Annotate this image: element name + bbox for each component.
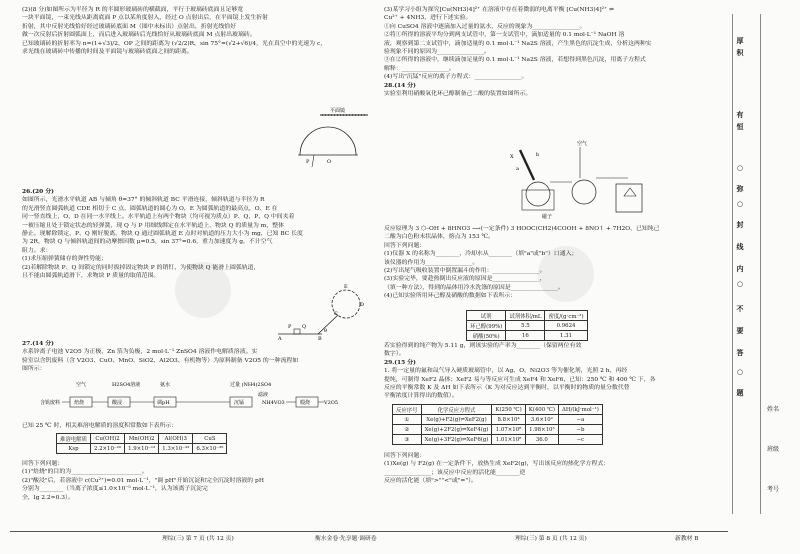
table-cell: 1.01×10⁸ — [492, 435, 525, 445]
q-text: (2)写出尾气吸收装置中倒置漏斗的作用：________________。 — [384, 268, 546, 275]
q-text: 提纯，可制得 XeF2 晶体；XeF2 易与等反应可生成 XeF4 和 XeF6，已知：250 ℃ 和 400 ℃ 下，各 — [384, 376, 656, 383]
flow-label: 滤液 — [258, 392, 269, 398]
q29-block-b — [384, 452, 724, 486]
table-cell: 2.2×10⁻²⁰ — [90, 444, 124, 454]
q-text: 同一竖直线上，O、D 在同一水平线上。水平轨道上有两个物块（均可视为质点）P、Q，P、Q 中间夹着 — [22, 214, 295, 221]
table-cell: K(250 ℃) — [492, 405, 525, 415]
flow-label: 氨水 — [160, 382, 171, 388]
q-text: 求光线在玻璃砖中传播的时间及平面镜与玻璃砖底面之间的距离。 — [22, 49, 193, 56]
table-row — [467, 311, 588, 321]
q-text: 静止。现解除锁定，P、Q 刚好脱离，物块 Q 通过圆弧轨道 E 点时对轨道的压力大小为 mg，已知 BC 长度 — [22, 231, 303, 238]
q-text: 分别为________（当离子浓度≤1.0×10⁻⁵ mol·L⁻¹，认为该离子沉淀完 — [22, 486, 208, 493]
binding-strip — [732, 14, 747, 514]
table-cell: −c — [558, 435, 602, 445]
flow-box-label: 煅烧 — [300, 400, 311, 406]
q28-heading: 28.(14 分) — [384, 81, 416, 89]
table-cell: 5.5 — [506, 321, 545, 331]
label-q: Q — [302, 324, 307, 330]
binding-char: 题 — [736, 389, 744, 397]
circle-mark: ○ — [736, 200, 744, 208]
q-text: 1. 将一定量的氟和氙气导入硬质玻璃管中，以 Ag、O、Ni2O3 等为催化剂，光照 2 h，再经 — [384, 368, 628, 375]
q27-block-b — [22, 422, 362, 430]
q-text: ①向 CuSO4 溶液中逐滴加入过量的氨水，反应的现象为________________。 — [384, 23, 586, 30]
q-text: 全，lg 2.2≈0.3）。 — [22, 494, 74, 501]
semicircle-arc — [300, 127, 356, 155]
ksp-table — [56, 433, 227, 454]
point-o: O — [327, 159, 332, 165]
label-b: B — [318, 336, 322, 342]
table-cell: 化学反应方程式 — [421, 405, 492, 415]
table-cell: 16 — [506, 331, 545, 341]
table-cell: K(400 ℃) — [525, 405, 558, 415]
water-bath — [522, 190, 554, 210]
binding-char: 内 — [736, 265, 744, 273]
table-cell: ② — [393, 425, 422, 435]
flask-1 — [526, 182, 550, 206]
table-cell: Xe(g)+2F2(g)⇌XeF4(g) — [421, 425, 492, 435]
q26-block — [22, 188, 362, 280]
class-field-label: 班级 — [767, 446, 780, 453]
table-cell: ③ — [393, 435, 422, 445]
binding-char: 要 — [736, 327, 744, 335]
table-cell: Ksp — [57, 444, 91, 454]
reaction-equation: 反应原理为 3 ⬡–OH + 8HNO3 ⟶(一定条件) 3 HOOC(CH2)4COOH + 8NO↑ + 7H2O，已知纯己 — [384, 226, 660, 232]
q-text: (1)Xe(g) 与 F2(g) 在一定条件下，放热生成 XeF2(g)，写出该反应的热化学方程式： — [384, 461, 610, 468]
right-column — [384, 6, 724, 98]
footer-brand: 衡水金卷·先享题·调研卷 — [315, 536, 377, 542]
table-cell: 0.9624 — [545, 321, 587, 331]
q-text: (2)(8 分)如图所示为半径为 R 的半圆形玻璃砖的横截面，平行于玻璃砖底面且足够宽 — [22, 7, 244, 13]
table-cell: 3.6×10² — [525, 415, 558, 425]
left-column — [22, 6, 362, 56]
funnel — [624, 188, 636, 196]
q-text: 二酸为白色粉末状晶体，熔点为 153 ℃。 — [384, 234, 494, 241]
binding-char: 线 — [736, 243, 744, 251]
condenser — [520, 150, 534, 180]
q-text: 解释：________________。 — [384, 65, 455, 72]
table-cell: 1.9×10⁻¹³ — [125, 444, 159, 454]
flow-label: H2SO4溶液 — [112, 382, 141, 388]
table-cell: 难溶电解质 — [57, 434, 91, 444]
table-cell: 环己醇(99%) — [467, 321, 506, 331]
table-cell: 反应序号 — [393, 405, 422, 415]
q-text: (2)"酸浸"后，若溶液中 c(Cu²⁺)=0.01 mol·L⁻¹，"调 pH"开始沉淀和完全沉淀时溶液的 pH — [22, 477, 264, 484]
q-text: 回答下列问题： — [22, 461, 64, 467]
q-text: 为 2R，物块 Q 与倾斜轨道间的动摩擦因数 μ=0.5，sin 37°=0.6，重力加速度为 g，不计空气 — [22, 239, 273, 246]
table-cell: ΔH/(kJ·mol⁻¹) — [558, 405, 602, 415]
table-cell: 36.0 — [525, 435, 558, 445]
table-cell: Mn(OH)2 — [125, 434, 159, 444]
binding-char: 积 — [736, 49, 744, 57]
table-cell: Cu(OH)2 — [90, 434, 124, 444]
q-text: (1)"焙烧"的目的为________________________。 — [22, 469, 148, 476]
q-text: 平衡浓度计算得出的数值）。 — [384, 393, 458, 400]
flow-box-label: 酸浸 — [112, 400, 123, 406]
binding-char: 有 — [736, 111, 744, 119]
q-text: （填一种方法），得到的晶体用冷水洗涤的原因是________________。 — [384, 284, 564, 291]
id-field-label: 考号 — [767, 486, 780, 493]
point-p: P — [306, 159, 310, 165]
table-cell: 1.3×10⁻³³ — [159, 444, 193, 454]
q-text: 折射，其中反射光线恰好经过玻璃砖底面 M（图中未标出）点射出，折射光线恰好 — [22, 23, 237, 30]
q-text: 如图所示，光滑水平轨道 AB 与倾角 θ=37° 的倾斜轨道 BC 平滑连接，倾斜轨道与半径为 R — [22, 197, 265, 204]
table-row — [57, 434, 227, 444]
q-text: 且不能由圆弧轨道滑下，求物块 P 质量的取值范围。 — [22, 273, 160, 280]
label-b: b — [536, 152, 540, 158]
label-a: A — [278, 336, 282, 342]
light-ray — [312, 155, 314, 167]
q-text: (4)已知实验所用环己醇及硝酸的数据如下表所示： — [384, 293, 517, 300]
label-a: a — [516, 166, 519, 172]
q-text: (1)求压缩弹簧储存的弹性势能； — [22, 256, 107, 263]
stir-bar-label: 磁子 — [542, 214, 553, 220]
circle-mark: ○ — [736, 368, 744, 376]
absorb-beaker — [616, 184, 642, 212]
reagent-table — [466, 310, 588, 341]
q-text: 阻力。求： — [22, 247, 52, 254]
table-cell: Al(OH)3 — [159, 434, 193, 444]
q-text: 反应的平衡常数 K 及 ΔH 如下表所示（K 为对反应达到平衡时，以平衡时的物质的量分数代替 — [384, 385, 630, 392]
q-text: (3)某学习小组为探究[Cu(NH3)4]²⁺ 在溶液中存在着微弱的电离平衡 [Cu(NH3)4]²⁺ ⇌ — [384, 7, 614, 13]
process-flowchart — [40, 378, 350, 422]
q-text: 回答下列问题： — [384, 242, 426, 249]
flow-box-label: 焙烧 — [74, 400, 85, 406]
table-cell: 密度/(g·cm⁻³) — [545, 311, 587, 321]
q-text: 数字）。 — [384, 351, 405, 358]
q-text: (1)仪器 X 的名称为________，冷却水从________（填"a"或"b"）口通入； — [384, 251, 578, 258]
air-label: 空气 — [577, 141, 588, 147]
table-cell: CuS — [193, 434, 227, 444]
table-cell: 硝酸(50%) — [467, 331, 506, 341]
semicircle-figure — [290, 105, 370, 175]
q27-block-c — [22, 460, 362, 502]
q-text: 反应的活化能（填">""<"或"="）。 — [384, 478, 477, 485]
flow-box-label: 沉锰 — [234, 400, 245, 406]
q-text: 水系锌离子电池 V2O5 为正极，Zn 箔为负极，2 mol·L⁻¹ ZnSO4 溶液作电解质溶液。实 — [22, 349, 258, 356]
block — [294, 329, 300, 334]
table-row — [393, 405, 603, 415]
binding-char: 厚 — [736, 37, 744, 45]
q-text: ③在②所得的溶液中，继续滴加足量的 0.1 mol·L⁻¹ Na2S 溶液，若想得到黑色沉淀，用离子方程式 — [384, 57, 646, 64]
flow-box-label: 调pH — [157, 400, 170, 406]
label-e: E — [344, 284, 348, 290]
table-cell: 试剂 — [467, 311, 506, 321]
q-text: 一块平面镜，一束光线从距离底面 P 点以某角度射入，经过 O 点射出后，在平面镜上发生折射 — [22, 15, 269, 22]
table-cell: 1.31 — [545, 331, 587, 341]
q-text: ②将①所得的溶液平均分到两支试管中，第一支试管中，滴加适量的 0.1 mol·L⁻¹ NaOH 溶 — [384, 32, 625, 39]
q29-block — [384, 342, 724, 401]
binding-char: 封 — [736, 221, 744, 229]
flow-label: 空气 — [76, 382, 87, 388]
q27-heading: 27.(14 分) — [22, 340, 54, 347]
table-cell: 试剂体积/mL — [506, 311, 545, 321]
flask-2 — [572, 180, 596, 204]
table-cell: 8.8×10⁴ — [492, 415, 525, 425]
table-cell: 1.98×10³ — [525, 425, 558, 435]
footer-left-page: 理综(三) 第 7 页 (共 12 页) — [162, 536, 234, 542]
q-text: (4)写出"沉锰"反应的离子方程式：________________。 — [384, 74, 528, 81]
q-text: 液，观察到第二支试管中，滴加适量的 0.1 mol·L⁻¹ Na2S 溶液，产生黑色的沉淀生成，分析这两种实 — [384, 40, 652, 47]
footer-edition: 新教材 B — [675, 536, 699, 542]
binding-char: 不 — [736, 305, 744, 313]
q-text: 图所示： — [22, 366, 46, 373]
incline — [318, 315, 338, 334]
q-text: 该仪器的作用为________________。 — [384, 259, 479, 266]
flow-label: 过量 (NH4)2SO4 — [230, 382, 272, 388]
q-text: Cu²⁺ + 4NH3，进行下述实验。 — [384, 15, 472, 22]
q26-heading: 26.(20 分) — [22, 188, 54, 195]
footer-bar — [10, 531, 728, 546]
q-text: (2)若解除物块 P、Q 间锁定的同时拔掉固定物块 P 的销钉，为使物块 Q 能滑上圆弧轨道， — [22, 264, 260, 271]
flow-label: NH4VO3 — [262, 400, 285, 406]
q28-block — [384, 225, 724, 301]
table-cell: ① — [393, 415, 422, 425]
apparatus-figure — [500, 138, 650, 220]
flow-label: 含钒废料 — [40, 400, 61, 406]
binding-char: 答 — [736, 349, 744, 357]
table-cell: −a — [558, 415, 602, 425]
q-text: (3)实验完毕，要趁热倒出反应液的原因是________________， — [384, 276, 546, 283]
footer-right-page: 理综(三) 第 8 页 (共 12 页) — [515, 536, 587, 542]
table-cell: −b — [558, 425, 602, 435]
q-text: 验室以含钒废料（含 V2O3、CuO、MnO、SiO2、Al2O3、有机物等）为原料制备 V2O5 的一种流程如 — [22, 357, 299, 364]
mirror-label: 平面镜 — [330, 108, 346, 114]
q-text: 实验室利用硝酸氧化环己醇制备己二酸的装置如图所示。 — [384, 91, 532, 98]
flow-label: V2O5 — [324, 400, 339, 406]
student-info-strip — [760, 14, 787, 514]
q-text: ________________；该反应中反应的活化能________逆 — [384, 469, 526, 476]
q29-heading: 29.(15 分) — [384, 358, 416, 366]
q-text: 做一次反射后折射圆弧面上，而后进入玻璃砖后光线恰好从玻璃砖底面 M 点射出玻璃砖。 — [22, 32, 256, 39]
table-row — [393, 415, 603, 425]
table-row — [57, 444, 227, 454]
binding-char: 弥 — [736, 185, 744, 193]
table-row — [467, 331, 588, 341]
binding-char: 恒 — [736, 123, 744, 131]
q-text: 回答下列问题： — [384, 453, 426, 459]
table-row — [393, 425, 603, 435]
table-row — [393, 435, 603, 445]
table-cell: 1.07×10⁸ — [492, 425, 525, 435]
q-text: 已知 25 ℃ 时，相关难溶电解质的溶度积常数如下表所示： — [22, 423, 178, 429]
circle-mark: ○ — [736, 280, 744, 288]
q-text: 一被压缩且处于锁定状态的轻弹簧，现 Q 与 P 用细线绑定在水平轨道上，物块 Q 的质量为 m，整体 — [22, 222, 285, 229]
table-cell: Xe(g)+F2(g)⇌XeF2(g) — [421, 415, 492, 425]
label-c: C — [334, 311, 338, 317]
q-text: 验现象不同的原因为________________。 — [384, 49, 491, 56]
table-cell: Xe(g)+3F2(g)⇌XeF6(g) — [421, 435, 492, 445]
label-d: D — [360, 302, 365, 308]
q-text: 的光滑竖直圆弧轨道 CDE 相切于 C 点，圆弧轨道的圆心为 O，E 为圆弧轨道的最高点，O、E 在 — [22, 205, 278, 212]
name-field-label: 姓名 — [767, 406, 780, 413]
equilibrium-table — [392, 404, 603, 445]
q-text: 已知玻璃砖的折射率为 n=(1+√3)/2，OP 之间的距离为 (√2/2)R，sin 75°=(√2+√6)/4，光在真空中的光速为 c， — [22, 40, 327, 47]
track-figure — [276, 282, 366, 342]
circle-mark: ○ — [736, 164, 744, 172]
q-text: 若实验得到的纯产物为 5.11 g，则该实验的产率为________（保留两位有效 — [384, 343, 582, 349]
table-cell: 6.3×10⁻³⁶ — [193, 444, 227, 454]
label-p: P — [288, 324, 292, 330]
q27-block — [22, 340, 362, 374]
label-theta: θ — [324, 328, 328, 334]
table-row — [467, 321, 588, 331]
label-x: X — [510, 154, 514, 160]
